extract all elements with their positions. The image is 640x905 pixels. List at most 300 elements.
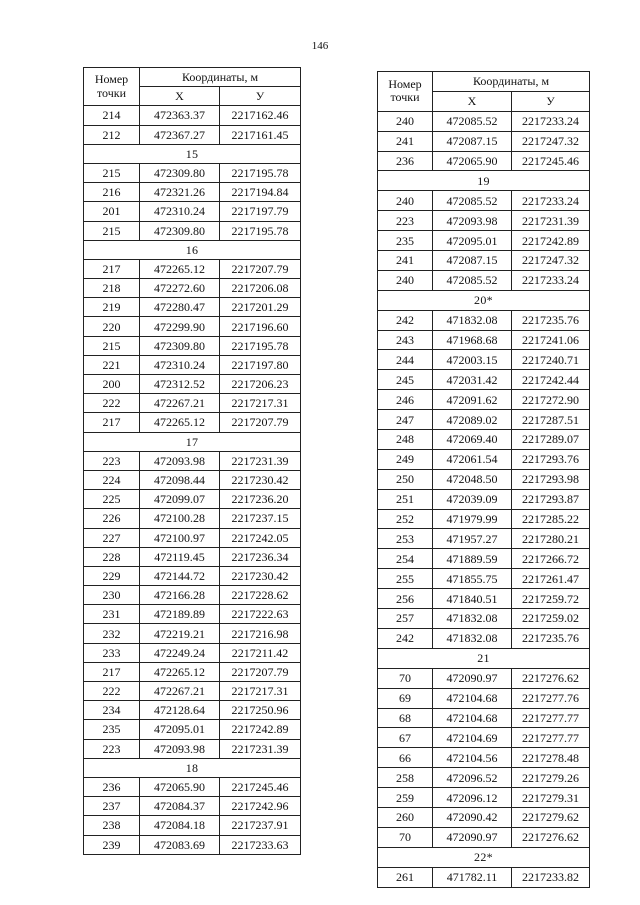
point-number-cell: 241	[378, 131, 433, 151]
section-row	[84, 240, 301, 259]
x-coordinate-cell: 472367.27	[140, 125, 220, 144]
point-number-cell: 235	[84, 720, 140, 739]
table-row	[378, 688, 590, 708]
table-row	[84, 605, 301, 624]
table-row	[378, 768, 590, 788]
y-coordinate-cell: 2217162.46	[220, 106, 301, 125]
table-row	[378, 569, 590, 589]
x-coordinate-cell: 472363.37	[140, 106, 220, 125]
point-number-cell: 201	[84, 202, 140, 221]
table-row	[378, 529, 590, 549]
table-row	[84, 490, 301, 509]
x-coordinate-cell: 472069.40	[433, 430, 512, 450]
table-row	[84, 106, 301, 125]
x-coordinate-cell: 472003.15	[433, 350, 512, 370]
point-number-cell: 221	[84, 355, 140, 374]
point-number-cell: 200	[84, 375, 140, 394]
x-coordinate-cell: 472093.98	[433, 211, 512, 231]
y-coordinate-cell: 2217197.80	[220, 355, 301, 374]
point-number-cell: 68	[378, 708, 433, 728]
point-number-cell: 240	[378, 270, 433, 290]
x-coordinate-cell: 472065.90	[140, 777, 220, 796]
table-row	[378, 111, 590, 131]
point-number-cell: 247	[378, 410, 433, 430]
point-number-cell: 236	[84, 777, 140, 796]
section-label: 22*	[378, 847, 590, 867]
x-header: X	[140, 87, 220, 106]
y-coordinate-cell: 2217233.24	[512, 270, 590, 290]
x-coordinate-cell: 472098.44	[140, 470, 220, 489]
table-row	[378, 628, 590, 648]
point-number-cell: 215	[84, 221, 140, 240]
point-number-cell: 228	[84, 547, 140, 566]
point-number-cell: 240	[378, 111, 433, 131]
point-number-cell: 219	[84, 298, 140, 317]
x-header: X	[433, 91, 512, 111]
y-coordinate-cell: 2217217.31	[220, 682, 301, 701]
point-number-cell: 252	[378, 509, 433, 529]
y-coordinate-cell: 2217279.26	[512, 768, 590, 788]
x-coordinate-cell: 472085.52	[433, 270, 512, 290]
x-coordinate-cell: 472095.01	[140, 720, 220, 739]
y-coordinate-cell: 2217247.32	[512, 251, 590, 271]
table-row	[378, 609, 590, 629]
point-number-cell: 233	[84, 643, 140, 662]
x-coordinate-cell: 472272.60	[140, 279, 220, 298]
y-coordinate-cell: 2217236.20	[220, 490, 301, 509]
point-number-cell: 239	[84, 835, 140, 854]
y-coordinate-cell: 2217245.46	[220, 777, 301, 796]
table-row	[84, 528, 301, 547]
point-number-header: Номер точки	[378, 72, 433, 112]
x-coordinate-cell: 472166.28	[140, 586, 220, 605]
x-coordinate-cell: 472189.89	[140, 605, 220, 624]
y-coordinate-cell: 2217201.29	[220, 298, 301, 317]
table-row	[378, 191, 590, 211]
section-label: 19	[378, 171, 590, 191]
table-row	[378, 509, 590, 529]
section-row	[378, 171, 590, 191]
coordinates-header: Координаты, м	[140, 68, 301, 87]
y-header: У	[220, 87, 301, 106]
table-row	[84, 835, 301, 854]
y-coordinate-cell: 2217230.42	[220, 566, 301, 585]
point-number-cell: 217	[84, 259, 140, 278]
x-coordinate-cell: 472267.21	[140, 682, 220, 701]
point-number-cell: 224	[84, 470, 140, 489]
x-coordinate-cell: 472100.97	[140, 528, 220, 547]
y-coordinate-cell: 2217236.34	[220, 547, 301, 566]
y-coordinate-cell: 2217277.76	[512, 688, 590, 708]
x-coordinate-cell: 472083.69	[140, 835, 220, 854]
x-coordinate-cell: 472219.21	[140, 624, 220, 643]
y-coordinate-cell: 2217211.42	[220, 643, 301, 662]
point-number-cell: 214	[84, 106, 140, 125]
section-label: 18	[84, 758, 301, 777]
table-row	[378, 131, 590, 151]
x-coordinate-cell: 472104.68	[433, 708, 512, 728]
x-coordinate-cell: 472099.07	[140, 490, 220, 509]
y-header: У	[512, 91, 590, 111]
table-row	[378, 489, 590, 509]
point-number-cell: 244	[378, 350, 433, 370]
y-coordinate-cell: 2217279.31	[512, 788, 590, 808]
x-coordinate-cell: 472089.02	[433, 410, 512, 430]
table-row	[84, 682, 301, 701]
table-row	[84, 797, 301, 816]
x-coordinate-cell: 472321.26	[140, 183, 220, 202]
x-coordinate-cell: 472087.15	[433, 131, 512, 151]
y-coordinate-cell: 2217235.76	[512, 628, 590, 648]
table-row	[84, 701, 301, 720]
section-row	[378, 290, 590, 310]
y-coordinate-cell: 2217237.15	[220, 509, 301, 528]
table-row	[378, 231, 590, 251]
table-row	[378, 748, 590, 768]
point-number-cell: 218	[84, 279, 140, 298]
y-coordinate-cell: 2217272.90	[512, 390, 590, 410]
point-number-cell: 70	[378, 668, 433, 688]
table-row	[378, 807, 590, 827]
y-coordinate-cell: 2217280.21	[512, 529, 590, 549]
x-coordinate-cell: 472309.80	[140, 221, 220, 240]
y-coordinate-cell: 2217242.89	[220, 720, 301, 739]
section-row	[84, 758, 301, 777]
x-coordinate-cell: 472265.12	[140, 413, 220, 432]
point-number-cell: 242	[378, 628, 433, 648]
point-number-cell: 238	[84, 816, 140, 835]
y-coordinate-cell: 2217207.79	[220, 413, 301, 432]
table-row	[378, 330, 590, 350]
header-row	[378, 72, 590, 92]
table-row	[84, 739, 301, 758]
table-row	[378, 728, 590, 748]
section-label: 17	[84, 432, 301, 451]
point-number-cell: 223	[378, 211, 433, 231]
y-coordinate-cell: 2217279.62	[512, 807, 590, 827]
table-row	[378, 270, 590, 290]
table-row	[84, 336, 301, 355]
table-row	[378, 867, 590, 887]
y-coordinate-cell: 2217293.76	[512, 449, 590, 469]
y-coordinate-cell: 2217233.63	[220, 835, 301, 854]
y-coordinate-cell: 2217293.98	[512, 469, 590, 489]
y-coordinate-cell: 2217231.39	[220, 739, 301, 758]
y-coordinate-cell: 2217266.72	[512, 549, 590, 569]
x-coordinate-cell: 471832.08	[433, 628, 512, 648]
point-number-cell: 249	[378, 449, 433, 469]
coordinates-table-right	[377, 71, 590, 888]
y-coordinate-cell: 2217242.96	[220, 797, 301, 816]
y-coordinate-cell: 2217259.72	[512, 589, 590, 609]
table-row	[84, 662, 301, 681]
point-number-cell: 217	[84, 413, 140, 432]
section-label: 20*	[378, 290, 590, 310]
y-coordinate-cell: 2217276.62	[512, 668, 590, 688]
y-coordinate-cell: 2217231.39	[512, 211, 590, 231]
x-coordinate-cell: 472312.52	[140, 375, 220, 394]
x-coordinate-cell: 472090.42	[433, 807, 512, 827]
table-row	[84, 163, 301, 182]
point-number-cell: 223	[84, 451, 140, 470]
table-row	[84, 317, 301, 336]
table-row	[378, 469, 590, 489]
point-number-cell: 256	[378, 589, 433, 609]
table-row	[84, 566, 301, 585]
y-coordinate-cell: 2217259.02	[512, 609, 590, 629]
table-row	[378, 708, 590, 728]
point-number-cell: 241	[378, 251, 433, 271]
table-row	[378, 370, 590, 390]
y-coordinate-cell: 2217285.22	[512, 509, 590, 529]
table-row	[378, 251, 590, 271]
x-coordinate-cell: 471832.08	[433, 609, 512, 629]
table-row	[378, 410, 590, 430]
y-coordinate-cell: 2217195.78	[220, 163, 301, 182]
point-number-cell: 70	[378, 827, 433, 847]
table-row	[378, 151, 590, 171]
y-coordinate-cell: 2217293.87	[512, 489, 590, 509]
y-coordinate-cell: 2217207.79	[220, 259, 301, 278]
y-coordinate-cell: 2217235.76	[512, 310, 590, 330]
table-row	[84, 777, 301, 796]
point-number-cell: 235	[378, 231, 433, 251]
table-row	[84, 643, 301, 662]
y-coordinate-cell: 2217277.77	[512, 728, 590, 748]
point-number-cell: 240	[378, 191, 433, 211]
table-row	[84, 298, 301, 317]
y-coordinate-cell: 2217245.46	[512, 151, 590, 171]
x-coordinate-cell: 471957.27	[433, 529, 512, 549]
x-coordinate-cell: 472090.97	[433, 827, 512, 847]
table-row	[84, 624, 301, 643]
y-coordinate-cell: 2217287.51	[512, 410, 590, 430]
point-number-cell: 258	[378, 768, 433, 788]
point-number-cell: 67	[378, 728, 433, 748]
y-coordinate-cell: 2217242.89	[512, 231, 590, 251]
table-row	[84, 547, 301, 566]
point-number-cell: 216	[84, 183, 140, 202]
y-coordinate-cell: 2217195.78	[220, 336, 301, 355]
point-number-cell: 232	[84, 624, 140, 643]
x-coordinate-cell: 472309.80	[140, 336, 220, 355]
table-row	[84, 816, 301, 835]
y-coordinate-cell: 2217247.32	[512, 131, 590, 151]
point-number-header: Номер точки	[84, 68, 140, 106]
table-row	[84, 470, 301, 489]
x-coordinate-cell: 472031.42	[433, 370, 512, 390]
y-coordinate-cell: 2217261.47	[512, 569, 590, 589]
point-number-cell: 237	[84, 797, 140, 816]
y-coordinate-cell: 2217233.82	[512, 867, 590, 887]
x-coordinate-cell: 472104.56	[433, 748, 512, 768]
y-coordinate-cell: 2217197.79	[220, 202, 301, 221]
x-coordinate-cell: 471832.08	[433, 310, 512, 330]
x-coordinate-cell: 472039.09	[433, 489, 512, 509]
point-number-cell: 257	[378, 609, 433, 629]
section-label: 21	[378, 648, 590, 668]
point-number-cell: 225	[84, 490, 140, 509]
point-number-cell: 69	[378, 688, 433, 708]
y-coordinate-cell: 2217240.71	[512, 350, 590, 370]
y-coordinate-cell: 2217242.44	[512, 370, 590, 390]
point-number-cell: 215	[84, 336, 140, 355]
coordinates-table-left	[83, 67, 301, 855]
point-number-cell: 253	[378, 529, 433, 549]
y-coordinate-cell: 2217206.23	[220, 375, 301, 394]
point-number-cell: 226	[84, 509, 140, 528]
table-row	[378, 430, 590, 450]
x-coordinate-cell: 472091.62	[433, 390, 512, 410]
table-row	[378, 350, 590, 370]
x-coordinate-cell: 472265.12	[140, 662, 220, 681]
table-row	[378, 449, 590, 469]
point-number-cell: 254	[378, 549, 433, 569]
x-coordinate-cell: 472065.90	[433, 151, 512, 171]
y-coordinate-cell: 2217195.78	[220, 221, 301, 240]
x-coordinate-cell: 471855.75	[433, 569, 512, 589]
table-row	[84, 394, 301, 413]
x-coordinate-cell: 472090.97	[433, 668, 512, 688]
y-coordinate-cell: 2217217.31	[220, 394, 301, 413]
point-number-cell: 66	[378, 748, 433, 768]
x-coordinate-cell: 472095.01	[433, 231, 512, 251]
point-number-cell: 236	[378, 151, 433, 171]
section-row	[378, 648, 590, 668]
table-row	[84, 279, 301, 298]
table-row	[378, 211, 590, 231]
table-row	[378, 788, 590, 808]
y-coordinate-cell: 2217228.62	[220, 586, 301, 605]
point-number-cell: 220	[84, 317, 140, 336]
x-coordinate-cell: 472280.47	[140, 298, 220, 317]
point-number-cell: 242	[378, 310, 433, 330]
table-row	[84, 221, 301, 240]
y-coordinate-cell: 2217231.39	[220, 451, 301, 470]
table-row	[378, 589, 590, 609]
point-number-cell: 229	[84, 566, 140, 585]
table-row	[84, 125, 301, 144]
table-row	[84, 586, 301, 605]
point-number-cell: 230	[84, 586, 140, 605]
y-coordinate-cell: 2217196.60	[220, 317, 301, 336]
table-row	[84, 720, 301, 739]
x-coordinate-cell: 472310.24	[140, 355, 220, 374]
y-coordinate-cell: 2217230.42	[220, 470, 301, 489]
x-coordinate-cell: 472104.68	[433, 688, 512, 708]
point-number-cell: 231	[84, 605, 140, 624]
header-row	[84, 68, 301, 87]
table-row	[378, 549, 590, 569]
point-number-cell: 223	[84, 739, 140, 758]
x-coordinate-cell: 472084.18	[140, 816, 220, 835]
y-coordinate-cell: 2217207.79	[220, 662, 301, 681]
x-coordinate-cell: 471889.59	[433, 549, 512, 569]
x-coordinate-cell: 472087.15	[433, 251, 512, 271]
y-coordinate-cell: 2217222.63	[220, 605, 301, 624]
x-coordinate-cell: 471968.68	[433, 330, 512, 350]
y-coordinate-cell: 2217277.77	[512, 708, 590, 728]
table-row	[84, 183, 301, 202]
x-coordinate-cell: 472093.98	[140, 451, 220, 470]
x-coordinate-cell: 472100.28	[140, 509, 220, 528]
table-row	[378, 390, 590, 410]
y-coordinate-cell: 2217194.84	[220, 183, 301, 202]
table-row	[378, 668, 590, 688]
point-number-cell: 251	[378, 489, 433, 509]
y-coordinate-cell: 2217278.48	[512, 748, 590, 768]
table-row	[84, 202, 301, 221]
page-number: 146	[311, 40, 329, 52]
x-coordinate-cell: 472267.21	[140, 394, 220, 413]
table-row	[378, 827, 590, 847]
x-coordinate-cell: 472085.52	[433, 191, 512, 211]
point-number-cell: 260	[378, 807, 433, 827]
x-coordinate-cell: 471840.51	[433, 589, 512, 609]
point-number-cell: 227	[84, 528, 140, 547]
table-row	[84, 355, 301, 374]
point-number-cell: 234	[84, 701, 140, 720]
x-coordinate-cell: 472096.52	[433, 768, 512, 788]
point-number-cell: 245	[378, 370, 433, 390]
coordinates-header: Координаты, м	[433, 72, 590, 92]
point-number-cell: 215	[84, 163, 140, 182]
table-row	[84, 259, 301, 278]
y-coordinate-cell: 2217276.62	[512, 827, 590, 847]
point-number-cell: 250	[378, 469, 433, 489]
point-number-cell: 222	[84, 394, 140, 413]
x-coordinate-cell: 472061.54	[433, 449, 512, 469]
section-label: 16	[84, 240, 301, 259]
section-row	[378, 847, 590, 867]
x-coordinate-cell: 471782.11	[433, 867, 512, 887]
x-coordinate-cell: 471979.99	[433, 509, 512, 529]
y-coordinate-cell: 2217216.98	[220, 624, 301, 643]
table-row	[378, 310, 590, 330]
x-coordinate-cell: 472128.64	[140, 701, 220, 720]
point-number-cell: 217	[84, 662, 140, 681]
point-number-cell: 212	[84, 125, 140, 144]
x-coordinate-cell: 472084.37	[140, 797, 220, 816]
x-coordinate-cell: 472144.72	[140, 566, 220, 585]
x-coordinate-cell: 472265.12	[140, 259, 220, 278]
x-coordinate-cell: 472119.45	[140, 547, 220, 566]
x-coordinate-cell: 472310.24	[140, 202, 220, 221]
table-row	[84, 509, 301, 528]
section-row	[84, 432, 301, 451]
point-number-cell: 243	[378, 330, 433, 350]
x-coordinate-cell: 472048.50	[433, 469, 512, 489]
x-coordinate-cell: 472299.90	[140, 317, 220, 336]
y-coordinate-cell: 2217289.07	[512, 430, 590, 450]
y-coordinate-cell: 2217233.24	[512, 191, 590, 211]
x-coordinate-cell: 472085.52	[433, 111, 512, 131]
y-coordinate-cell: 2217242.05	[220, 528, 301, 547]
point-number-cell: 248	[378, 430, 433, 450]
x-coordinate-cell: 472309.80	[140, 163, 220, 182]
x-coordinate-cell: 472093.98	[140, 739, 220, 758]
x-coordinate-cell: 472249.24	[140, 643, 220, 662]
table-row	[84, 451, 301, 470]
point-number-cell: 222	[84, 682, 140, 701]
section-label: 15	[84, 144, 301, 163]
table-row	[84, 375, 301, 394]
point-number-cell: 261	[378, 867, 433, 887]
y-coordinate-cell: 2217161.45	[220, 125, 301, 144]
y-coordinate-cell: 2217250.96	[220, 701, 301, 720]
x-coordinate-cell: 472096.12	[433, 788, 512, 808]
section-row	[84, 144, 301, 163]
